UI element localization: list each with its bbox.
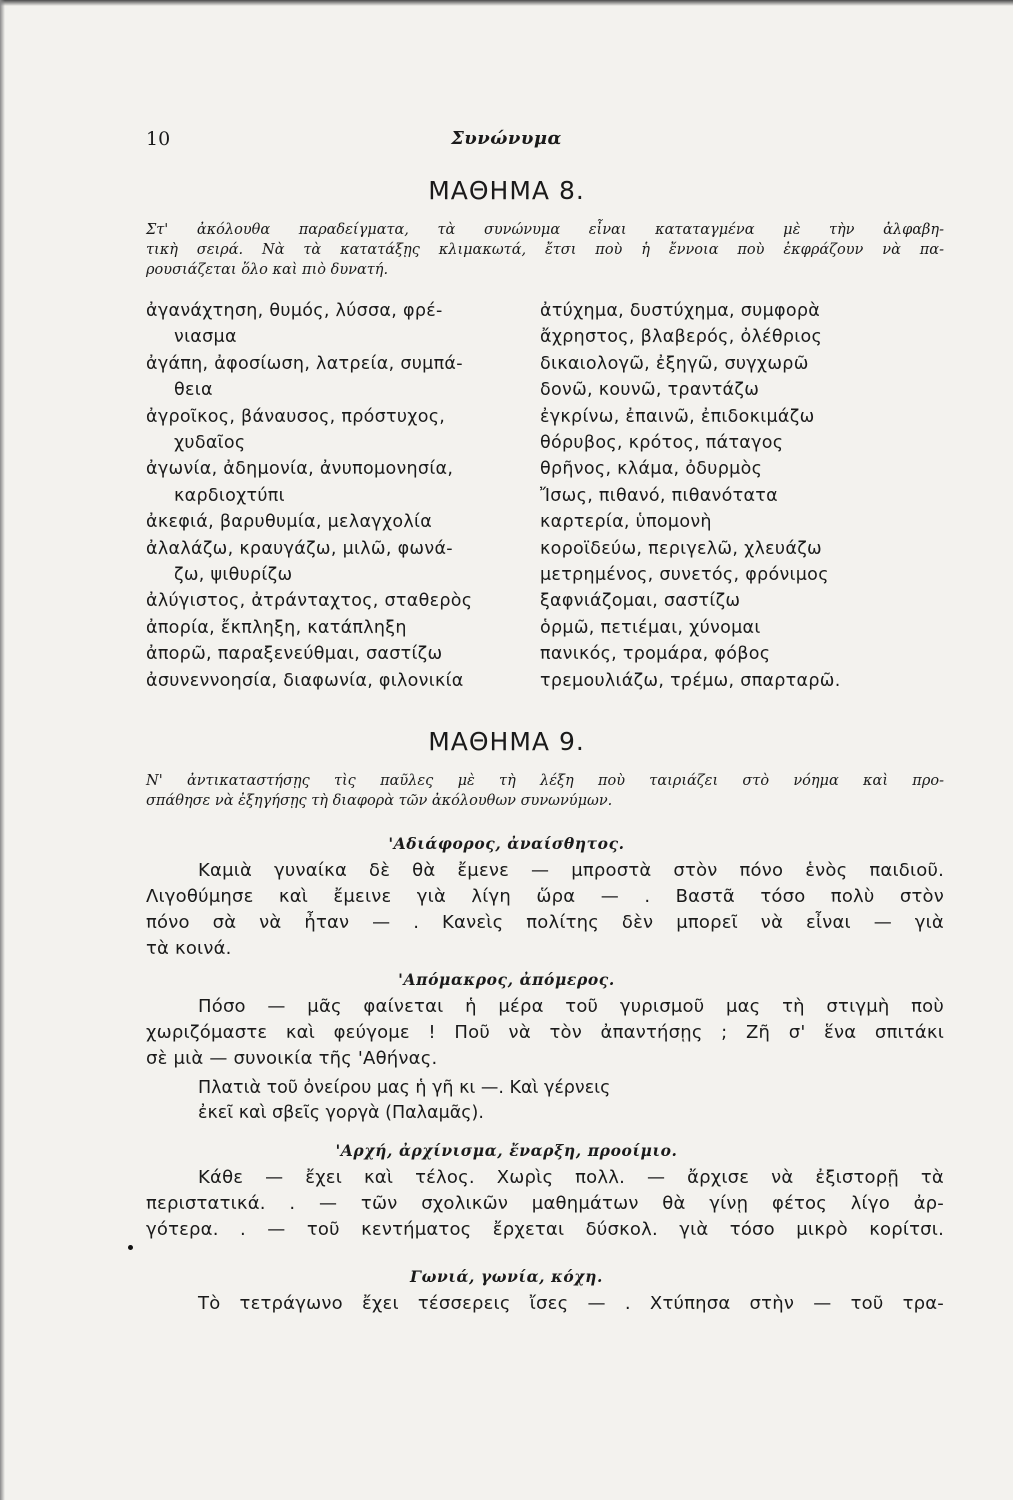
lesson-9-instructions <box>146 771 944 811</box>
exercise-line: γότερα. . — τοῦ κεντήματος ἔρχεται δύσκολ. γιὰ τόσο μικρὸ κορίτσι. <box>146 1219 944 1240</box>
synonym-line: ἀπορία, ἔκπληξη, κατάπληξη <box>146 617 407 638</box>
synonym-line: δονῶ, κουνῶ, τραντάζω <box>540 380 760 401</box>
exercise-paragraph <box>146 858 944 962</box>
exercise-paragraph <box>146 1165 944 1243</box>
exercise-line: Καμιὰ γυναίκα δὲ θὰ ἔμενε — μπροστὰ στὸν πόνο ἑνὸς παιδιοῦ. <box>198 860 944 881</box>
section-heading: 'Απόμακρος, ἀπόμερος. <box>398 970 615 989</box>
synonym-group <box>146 509 526 535</box>
synonym-line: τρεμουλιάζω, τρέμω, σπαρταρῶ. <box>540 670 841 691</box>
synonym-line-continued: καρδιοχτύπι <box>174 485 285 506</box>
instruction-line: ρουσιάζεται ὅλο καὶ πιὸ δυνατή. <box>146 262 389 278</box>
exercise-line: Πόσο — μᾶς φαίνεται ἡ μέρα τοῦ γυρισμοῦ μας τὴ στιγμὴ ποὺ <box>198 996 944 1017</box>
synonym-line-continued: νιασμα <box>174 327 237 348</box>
synonym-line: δικαιολογῶ, ἐξηγῶ, συγχωρῶ <box>540 353 809 374</box>
exercise-line: χωριζόμαστε καὶ φεύγομε ! Ποῦ νὰ τὸν ἀπαντήσῃς ; Ζῆ σ' ἕνα σπιτάκι <box>146 1022 944 1043</box>
synonym-group <box>146 456 526 509</box>
synonym-line: μετρημένος, συνετός, φρόνιμος <box>540 565 829 586</box>
synonym-line: ἀσυνεννοησία, διαφωνία, φιλονικία <box>146 670 464 691</box>
scan-top-edge <box>0 0 1013 6</box>
synonym-column-left <box>146 298 526 694</box>
synonym-line: ἀτύχημα, δυστύχημα, συμφορὰ <box>540 301 821 321</box>
exercise-paragraph <box>146 1291 944 1317</box>
synonym-line: ἐγκρίνω, ἐπαινῶ, ἐπιδοκιμάζω <box>540 406 815 427</box>
synonym-line: ξαφνιάζομαι, σαστίζω <box>540 591 741 612</box>
synonym-line: ἀγωνία, ἀδημονία, ἀνυπομονησία, <box>146 459 454 480</box>
synonym-line: ἀκεφιά, βαρυθυμία, μελαγχολία <box>146 512 433 533</box>
lesson-8-instructions <box>146 220 944 280</box>
synonym-line: ἀγάπη, ἀφοσίωση, λατρεία, συμπά- <box>146 353 463 374</box>
synonym-line-continued: χυδαῖος <box>174 433 246 454</box>
synonym-group <box>146 404 526 457</box>
instruction-line: Στ' ἀκόλουθα παραδείγματα, τὰ συνώνυμα εἶναι καταταγμένα μὲ τὴν ἀλφαβη- <box>146 222 944 238</box>
synonym-line: ἀγανάχτηση, θυμός, λύσσα, φρέ- <box>146 301 443 321</box>
section-heading: 'Αδιάφορος, ἀναίσθητος. <box>388 834 625 853</box>
exercise-line: σὲ μιὰ — συνοικία τῆς 'Αθήνας. <box>146 1048 438 1069</box>
running-title: Συνώνυμα <box>451 128 562 149</box>
synonym-line: καρτερία, ὑπομονὴ <box>540 512 712 533</box>
synonym-line: ὁρμῶ, πετιέμαι, χύνομαι <box>540 617 761 638</box>
synonym-line: ἀπορῶ, παραξενεύθμαι, σαστίζω <box>146 644 443 665</box>
quote-line: ἐκεῖ καὶ σβεῖς γοργὰ (Παλαμᾶς). <box>198 1103 484 1123</box>
exercise-line: περιστατικά. . — τῶν σχολικῶν μαθημάτων θὰ γίνῃ φέτος λίγο ἀρ- <box>146 1193 944 1214</box>
synonym-group <box>146 668 526 694</box>
synonym-line: ἄχρηστος, βλαβερός, ὀλέθριος <box>540 327 823 348</box>
synonym-line-continued: ζω, ψιθυρίζω <box>174 565 293 586</box>
synonym-column-right <box>540 298 950 694</box>
page-number: 10 <box>146 128 171 150</box>
instruction-line: σπάθησε νὰ ἐξηγήσῃς τὴ διαφορὰ τῶν ἀκόλουθων συνωνύμων. <box>146 793 613 809</box>
synonym-group <box>146 351 526 404</box>
exercise-line: τὰ κοινά. <box>146 938 232 959</box>
instruction-line: Ν' ἀντικαταστήσῃς τὶς παῦλες μὲ τὴ λέξη ποὺ ταιριάζει στὸ νόημα καὶ προ- <box>146 773 944 789</box>
synonym-group <box>146 615 526 641</box>
poetry-quote <box>198 1076 758 1126</box>
synonym-line: ἀγροῖκος, βάναυσος, πρόστυχος, <box>146 406 446 427</box>
instruction-line: τικὴ σειρά. Νὰ τὰ κατατάξῃς κλιμακωτά, ἔτσι ποὺ ἡ ἔννοια ποὺ ἐκφράζουν νὰ πα- <box>146 242 944 258</box>
synonym-line: κοροϊδεύω, περιγελῶ, χλευάζω <box>540 538 822 559</box>
synonym-group <box>146 298 526 351</box>
lesson-9-title: ΜΑΘΗΜΑ 9. <box>428 727 585 756</box>
synonym-line-continued: θεια <box>174 380 213 401</box>
exercise-paragraph <box>146 994 944 1072</box>
exercise-line: Λιγοθύμησε καὶ ἔμεινε γιὰ λίγη ὥρα — . Βαστᾶ τόσο πολὺ στὸν <box>146 886 944 907</box>
synonym-line: θρῆνος, κλάμα, ὀδυρμὸς <box>540 459 763 480</box>
section-heading: Γωνιά, γωνία, κόχη. <box>410 1267 603 1286</box>
margin-dot <box>128 1245 133 1250</box>
exercise-line: πόνο σὰ νὰ ἦταν — . Κανεὶς πολίτης δὲν μπορεῖ νὰ εἶναι — γιὰ <box>146 912 944 933</box>
synonym-line: ἀλύγιστος, ἀτράνταχτος, σταθερὸς <box>146 591 473 612</box>
exercise-line: Κάθε — ἔχει καὶ τέλος. Χωρὶς πολλ. — ἄρχισε νὰ ἐξιστορῇ τὰ <box>198 1167 944 1188</box>
synonym-line: πανικός, τρομάρα, φόβος <box>540 644 771 665</box>
section-heading: 'Αρχή, ἀρχίνισμα, ἔναρξη, προοίμιο. <box>335 1141 678 1160</box>
quote-line: Πλατιὰ τοῦ ὀνείρου μας ἡ γῆ κι —. Καὶ γέρνεις <box>198 1078 611 1098</box>
synonym-group <box>146 588 526 614</box>
synonym-group <box>146 536 526 589</box>
synonym-group <box>146 641 526 667</box>
synonym-line: θόρυβος, κρότος, πάταγος <box>540 433 784 454</box>
synonym-line: ἀλαλάζω, κραυγάζω, μιλῶ, φωνά- <box>146 538 453 559</box>
lesson-8-title: ΜΑΘΗΜΑ 8. <box>428 176 585 205</box>
synonym-line: Ἴσως, πιθανό, πιθανότατα <box>540 485 778 506</box>
exercise-line: Τὸ τετράγωνο ἔχει τέσσερεις ἴσες — . Χτύπησα στὴν — τοῦ τρα- <box>198 1293 944 1314</box>
